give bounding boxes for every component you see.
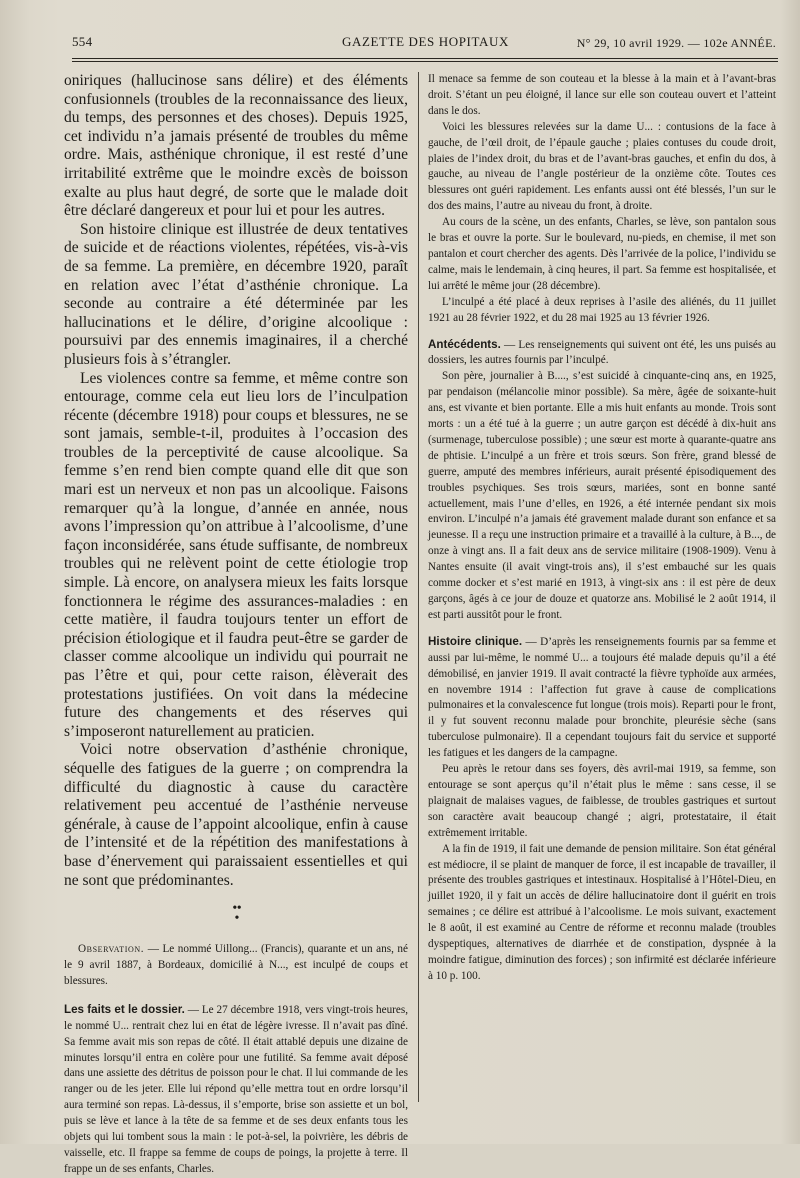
right-paragraph-4: L’inculpé a été placé à deux reprises à l’asile des aliénés, du 11 juillet 1921 au 28 février 1922, et du 28 mai 1925 au 13 février 1926. <box>428 295 776 324</box>
issue-info: N° 29, 10 avril 1929. — 102e ANNÉE. <box>576 36 776 50</box>
faits-heading: Les faits et le dossier. <box>64 1002 185 1016</box>
faits-paragraph <box>64 1002 408 1178</box>
histoire-heading: Histoire clinique. <box>428 634 523 648</box>
section-ornament <box>64 901 408 927</box>
observation-paragraph <box>64 942 408 990</box>
right-paragraph-1: Il menace sa femme de son couteau et la blesse à la main et à l’avant-bras droit. S’étant un peu éloigné, il lance sur elle son couteau ouvert et l’atteint dans le dos. <box>428 73 776 117</box>
running-header <box>60 34 782 54</box>
right-column <box>428 72 776 985</box>
left-paragraph-3: Les violences contre sa femme, et même contre son entourage, comme cela eut lieu lors de l’inculpation récente (décembre 1918) pour coups et blessures, ne se sont jamais, semble-t-il, produites à l’occasion des troubles de la perceptivité de cause alcoolique. Sa femme s’en rend bien compte quand elle dit que son mari est un nerveux et non pas un alcoolique. Faisons remarquer qu’à la longue, d’année en année, nous avons l’impression qu’on attribue à l’alcoolisme, d’une façon inconsidérée, sans étude suffisante, de nombreux troubles qui ne relèvent point de cette étiologie trop simple. Là encore, on analysera mieux les faits lorsque fonctionnera le régime des assurances-maladies : en cette matière, il faudra toujours tenter un effort de précision étiologique et il faudra peut-être se garder de classer comme alcoolique un individu qui pourrait ne pas l’être et qui, pour cette raison, élèverait des protestations justifiées. On voit dans la médecine future des changements et des réserves qui s’imposeront naturellement au praticien. <box>64 369 408 740</box>
right-paragraph-3: Au cours de la scène, un des enfants, Charles, se lève, son pantalon sous le bras et ouvre la porte. Sur le boulevard, nu-pieds, en chemise, il met son pantalon et court chercher des agents. Dès l’arrivée de la police, l’individu se calme, mais le lendemain, à cinq heures, il part. Sa femme est hospitalisée, et lui arrêté le même jour (28 décembre). <box>428 216 776 292</box>
left-paragraph-4: Voici notre observation d’asthénie chronique, séquelle des fatigues de la guerre ; on comprendra la difficulté du diagnostic à cause du caractère relativement peu accentué de l’asthénie nerveuse générale, à cause de l’appoint alcoolique, enfin à cause de l’intensité et de la répétition des manifestations à base d’énervement qui paraissaient essentielles et qui ne sont que prédominantes. <box>64 741 408 889</box>
observation-label: Observation. <box>78 943 145 956</box>
right-paragraph-6: Peu après le retour dans ses foyers, dès avril-mai 1919, sa femme, son entourage se sont aperçus qu’il n’était plus le même : sans cesse, il se plaignait de malaises vagues, de faiblesse, de troubles gastriques et surtout son caractère avait beaucoup changé ; aigri, protestataire, il était extrêmement irritable. <box>428 763 776 839</box>
antecedents-text: — Les renseignements qui suivent ont été, les uns puisés au dossiers, les autres fournis par l’inculpé. <box>428 338 776 367</box>
observation-text: — Le nommé Uillong... (Francis), quarante et un ans, né le 9 avril 1887, à Bordeaux, domicilié à N..., est inculpé de coups et blessures. <box>64 943 408 987</box>
journal-title: GAZETTE DES HOPITAUX <box>342 34 509 49</box>
header-rule-bottom <box>72 61 778 62</box>
header-rule-top <box>72 58 778 59</box>
page-number: 554 <box>72 34 93 49</box>
antecedents-paragraph <box>428 337 776 370</box>
right-paragraph-5: Son père, journalier à B...., s’est suicidé à cinquante-cinq ans, en 1925, par pendaison (mélancolie minor possible). Sa mère, âgée de soixante-huit ans, est vivante et bien portante. Elle a mis huit enfants au monde. Trois sont morts : un a été tué à la guerre ; un autre garçon est décédé à dix-huit ans (surmenage, tuberculose possible) ; une sœur est morte à quarante-quatre ans de phtisie. L’inculpé a un frère et trois sœurs. Son frère, grand blessé de guerre, amputé des membres inférieurs, aurait présenté épisodiquement des troubles psychiques. Ses trois sœurs, mariées, sont en bonne santé actuellement, mais l’une d’elles, en 1926, a été internée pendant six mois environ. L’inculpé n’a jamais été gravement malade durant son enfance et sa jeunesse. Il a reçu une instruction primaire et a travaillé à la culture, à B..., de onze à vingt ans. Il a fait deux ans de service militaire (1908-1909). Venu à Nantes ensuite (il avait vingt-trois ans), il s’est embauché sur les quais comme docker et s’est marié en 1913, à vingt-six ans : il est père de deux garçons, âgés à ce jour de douze et quatorze ans. Mobilisé le 2 août 1914, il est parti aussitôt pour le front. <box>428 370 776 621</box>
column-divider <box>418 72 419 1102</box>
ornament-glyphs: • • • <box>232 901 240 927</box>
faits-text: — Le 27 décembre 1918, vers vingt-trois heures, le nommé U... rentrait chez lui en état de légère ivresse. Il n’avait pas dîné. Sa femme avait mis son repas de côté. Il était attablé depuis une dizaine de minutes lorsqu’il entra en colère pour une futilité. Sa femme avait déposé dans une assiette des détritus de poisson pour le chat. Il lui commande de les ranger ou de les jeter. Elle lui répond qu’elle mettra tout en ordre lorsqu’il aura terminé son repas. Là-dessus, il s’emporte, brise son assiette et un bol, puis se lève et lance à la tête de sa femme et de ses deux enfants tous les objets qui lui tombent sous la main : le pot-à-sel, la poivrière, les débris de vaisselle, etc. Il frappe sa femme de coups de poings, la projette à terre. Il frappe un de ses enfants, Charles. <box>64 1003 409 1175</box>
antecedents-heading: Antécédents. <box>428 337 501 351</box>
left-paragraph-2: Son histoire clinique est illustrée de deux tentatives de suicide et de réactions violentes, répétées, vis-à-vis de sa femme. La première, en décembre 1920, paraît en relation avec l’état d’asthénie chronique. La seconde au contraire a été déterminée par les hallucinations et le délire, d’origine alcoolique : poursuivi par des ennemis imaginaires, il a cherché plusieurs fois à s’étrangler. <box>64 220 408 368</box>
right-paragraph-7: A la fin de 1919, il fait une demande de pension militaire. Son état général est médiocre, il se plaint de manquer de force, il est incapable de travailler, il présente des troubles gastriques et intestinaux. Hospitalisé à l’Hôtel-Dieu, en juillet 1920, il y fait un accès de délire hallucinatoire dont il guérit en trois semaines ; ce délire est attribué à l’alcoolisme. Le mois suivant, exactement le 8 août, il est examiné au Centre de réforme et reconnu malade (troubles dyspeptiques, alternatives de diarrhée et de constipation, dyspnée à la moindre fatigue, diminution des forces) ; son infirmité est déclarée inférieure à 10 p. 100. <box>428 842 776 982</box>
right-paragraph-2: Voici les blessures relevées sur la dame U... : contusions de la face à gauche, de l’œil droit, de l’épaule gauche ; plaies contuses du coude droit, plaies de l’index droit, du bras et de l’avant-bras gauches, et enfin du dos, à gauche, au niveau de l’angle postérieur de la onzième côte. Toutes ces blessures ont guéri rapidement. Les enfants aussi ont été blessés, l’un sur le dos des mains, l’autre au niveau du front, à droite. <box>428 120 776 213</box>
left-column <box>64 72 408 1178</box>
left-paragraph-1: oniriques (hallucinose sans délire) et des éléments confusionnels (troubles de la reconnaissance des lieux, du temps, des personnes et des choses). Depuis 1925, cet individu n’a jamais présenté de troubles du même ordre. Mais, asthénique chronique, il est resté d’une irritabilité extrême que le moindre excès de boisson exalte au plus haut degré, de sorte que le malade doit être déclaré dangereux et pour lui et pour les autres. <box>64 72 408 220</box>
histoire-text: — D’après les renseignements fournis par sa femme et aussi par lui-même, le nommé U... a toujours été malade depuis qu’il a été démobilisé, en janvier 1919. Il avait contracté la fièvre typhoïde aux armées, en novembre 1914 : l’affection fut grave à cause de complications pulmonaires et la convalescence fut longue (trois mois). Reparti pour le front, il y fut souvent reconnu malade pour bronchite, pleurésie sèche (sans tuberculose pulmonaire). Il a cependant toujours fait du service et supporté les fatigues et les dangers de la campagne. <box>428 635 777 760</box>
histoire-paragraph <box>428 634 776 762</box>
